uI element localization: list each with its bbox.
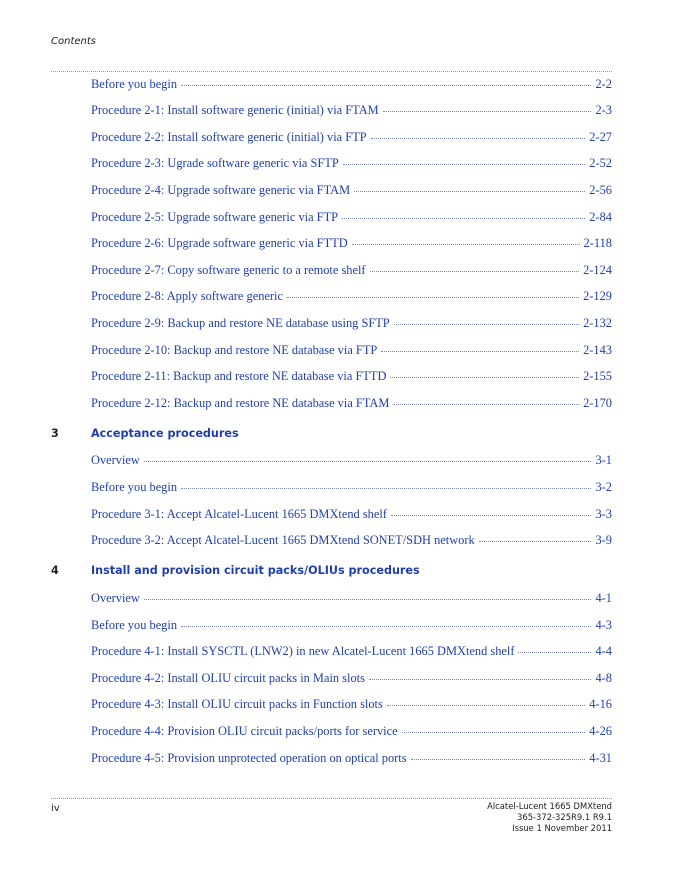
dot-leader	[370, 271, 580, 272]
toc-entry[interactable]: Procedure 3-2: Accept Alcatel-Lucent 1665 DMXtend SONET/SDH network 3-9	[91, 533, 612, 547]
toc-entry[interactable]: Procedure 2-10: Backup and restore NE database via FTP 2-143	[91, 343, 612, 357]
dot-leader	[394, 324, 579, 325]
chapter-heading-3[interactable]	[51, 427, 612, 445]
toc-entry[interactable]: Procedure 2-1: Install software generic (initial) via FTAM 2-3	[91, 103, 612, 117]
dot-leader	[181, 85, 591, 86]
dot-leader	[411, 759, 586, 760]
dot-leader	[383, 111, 592, 112]
dot-leader	[144, 599, 592, 600]
toc-entry[interactable]: Procedure 4-1: Install SYSCTL (LNW2) in new Alcatel-Lucent 1665 DMXtend shelf 4-4	[91, 644, 612, 658]
chapter-number: 3	[51, 427, 59, 440]
toc-entry[interactable]: Before you begin 4-3	[91, 618, 612, 632]
dot-leader	[287, 297, 579, 298]
toc-entry[interactable]: Before you begin 2-2	[91, 77, 612, 91]
dot-leader	[354, 191, 585, 192]
page-number: iv	[51, 803, 60, 814]
toc-entry[interactable]: Procedure 2-3: Ugrade software generic via SFTP 2-52	[91, 156, 612, 170]
bottom-divider	[51, 798, 612, 799]
toc-entry[interactable]: Procedure 2-8: Apply software generic 2-129	[91, 289, 612, 303]
dot-leader	[381, 351, 579, 352]
toc-entry[interactable]: Procedure 2-2: Install software generic (initial) via FTP 2-27	[91, 130, 612, 144]
dot-leader	[342, 218, 585, 219]
document-info	[487, 801, 612, 834]
running-header: Contents	[51, 36, 96, 47]
dot-leader	[369, 679, 592, 680]
dot-leader	[352, 244, 580, 245]
chapter-heading-4[interactable]	[51, 564, 612, 582]
top-divider	[51, 71, 612, 72]
toc-entry[interactable]: Procedure 2-9: Backup and restore NE database using SFTP 2-132	[91, 316, 612, 330]
dot-leader	[393, 404, 579, 405]
chapter-title: Acceptance procedures	[91, 427, 239, 440]
toc-entry[interactable]: Procedure 2-5: Upgrade software generic via FTP 2-84	[91, 210, 612, 224]
document-number: 365-372-325R9.1 R9.1	[517, 812, 612, 822]
dot-leader	[181, 488, 591, 489]
issue-date: Issue 1 November 2011	[512, 823, 612, 833]
toc-entry[interactable]: Procedure 2-11: Backup and restore NE database via FTTD 2-155	[91, 369, 612, 383]
dot-leader	[144, 461, 592, 462]
toc-entry[interactable]: Procedure 3-1: Accept Alcatel-Lucent 1665 DMXtend shelf 3-3	[91, 507, 612, 521]
dot-leader	[387, 705, 585, 706]
toc-entry[interactable]: Procedure 2-12: Backup and restore NE database via FTAM 2-170	[91, 396, 612, 410]
dot-leader	[479, 541, 592, 542]
dot-leader	[402, 732, 586, 733]
dot-leader	[391, 515, 592, 516]
dot-leader	[181, 626, 591, 627]
toc-entry[interactable]: Procedure 4-3: Install OLIU circuit packs in Function slots 4-16	[91, 697, 612, 711]
toc-entry[interactable]: Procedure 2-4: Upgrade software generic via FTAM 2-56	[91, 183, 612, 197]
dot-leader	[343, 164, 586, 165]
chapter-title: Install and provision circuit packs/OLIUs procedures	[91, 564, 420, 577]
toc-entry[interactable]: Procedure 2-6: Upgrade software generic via FTTD 2-118	[91, 236, 612, 250]
dot-leader	[518, 652, 591, 653]
product-name: Alcatel-Lucent 1665 DMXtend	[487, 801, 612, 811]
toc-entry[interactable]: Procedure 4-4: Provision OLIU circuit packs/ports for service 4-26	[91, 724, 612, 738]
toc-entry[interactable]: Procedure 2-7: Copy software generic to a remote shelf 2-124	[91, 263, 612, 277]
toc-entry[interactable]: Overview 3-1	[91, 453, 612, 467]
toc-entry[interactable]: Overview 4-1	[91, 591, 612, 605]
chapter-number: 4	[51, 564, 59, 577]
toc-entry[interactable]: Before you begin 3-2	[91, 480, 612, 494]
toc-entry[interactable]: Procedure 4-2: Install OLIU circuit packs in Main slots 4-8	[91, 671, 612, 685]
dot-leader	[390, 377, 579, 378]
dot-leader	[371, 138, 586, 139]
toc-entry[interactable]: Procedure 4-5: Provision unprotected operation on optical ports 4-31	[91, 751, 612, 765]
